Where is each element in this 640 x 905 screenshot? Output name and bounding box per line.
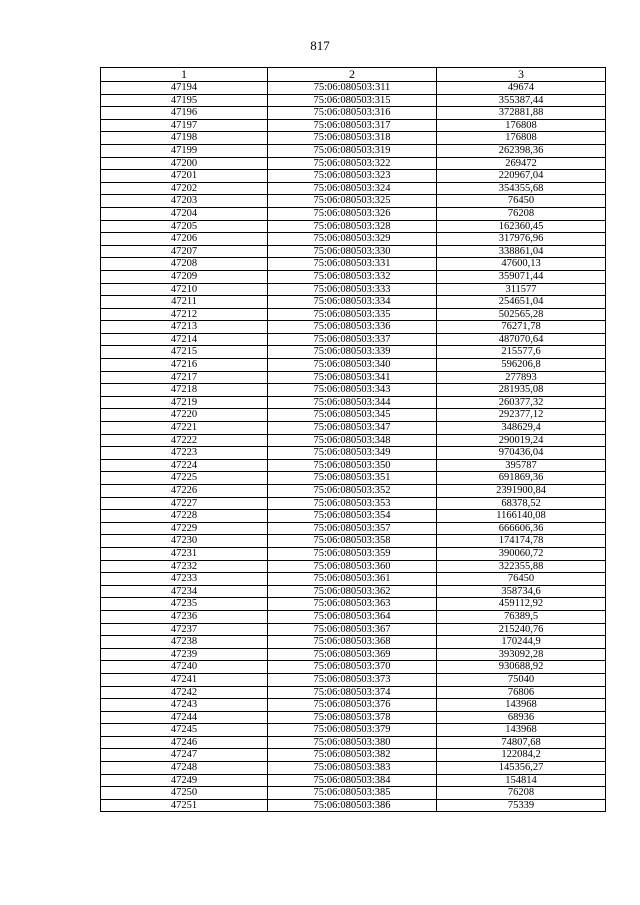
cadastral-number-cell: 75:06:080503:343	[268, 384, 437, 397]
value-cell: 174174,78	[437, 535, 606, 548]
value-cell: 215577,6	[437, 346, 606, 359]
value-cell: 322355,88	[437, 560, 606, 573]
cadastral-number-cell: 75:06:080503:358	[268, 535, 437, 548]
table-row	[101, 560, 606, 573]
table-row	[101, 308, 606, 321]
row-number-cell: 47214	[101, 333, 268, 346]
table-row	[101, 333, 606, 346]
row-number-cell: 47249	[101, 774, 268, 787]
cadastral-number-cell: 75:06:080503:316	[268, 107, 437, 120]
value-cell: 145356,27	[437, 762, 606, 775]
value-cell: 76208	[437, 787, 606, 800]
table-row	[101, 296, 606, 309]
cadastral-number-cell: 75:06:080503:378	[268, 711, 437, 724]
row-number-cell: 47213	[101, 321, 268, 334]
table-row	[101, 434, 606, 447]
cadastral-number-cell: 75:06:080503:384	[268, 774, 437, 787]
row-number-cell: 47240	[101, 661, 268, 674]
table-row	[101, 245, 606, 258]
table-row	[101, 686, 606, 699]
value-cell: 76450	[437, 195, 606, 208]
cadastral-number-cell: 75:06:080503:317	[268, 119, 437, 132]
cadastral-number-cell: 75:06:080503:349	[268, 447, 437, 460]
cadastral-number-cell: 75:06:080503:368	[268, 636, 437, 649]
value-cell: 393092,28	[437, 648, 606, 661]
table-row	[101, 736, 606, 749]
row-number-cell: 47205	[101, 220, 268, 233]
cadastral-number-cell: 75:06:080503:376	[268, 699, 437, 712]
column-header: 1	[101, 68, 268, 82]
data-table	[100, 67, 606, 812]
cadastral-number-cell: 75:06:080503:367	[268, 623, 437, 636]
cadastral-number-cell: 75:06:080503:331	[268, 258, 437, 271]
table-row	[101, 346, 606, 359]
table-row	[101, 661, 606, 674]
cadastral-number-cell: 75:06:080503:383	[268, 762, 437, 775]
column-header: 3	[437, 68, 606, 82]
cadastral-number-cell: 75:06:080503:382	[268, 749, 437, 762]
table-row	[101, 396, 606, 409]
value-cell: 395787	[437, 459, 606, 472]
value-cell: 215240,76	[437, 623, 606, 636]
value-cell: 76271,78	[437, 321, 606, 334]
value-cell: 372881,88	[437, 107, 606, 120]
row-number-cell: 47232	[101, 560, 268, 573]
table-row	[101, 485, 606, 498]
table-row	[101, 799, 606, 812]
value-cell: 75339	[437, 799, 606, 812]
row-number-cell: 47203	[101, 195, 268, 208]
cadastral-number-cell: 75:06:080503:322	[268, 157, 437, 170]
value-cell: 220967,04	[437, 170, 606, 183]
cadastral-number-cell: 75:06:080503:341	[268, 371, 437, 384]
value-cell: 76389,5	[437, 610, 606, 623]
table-row	[101, 636, 606, 649]
table-row	[101, 787, 606, 800]
row-number-cell: 47207	[101, 245, 268, 258]
value-cell: 162360,45	[437, 220, 606, 233]
table-row	[101, 157, 606, 170]
row-number-cell: 47245	[101, 724, 268, 737]
row-number-cell: 47243	[101, 699, 268, 712]
value-cell: 281935,08	[437, 384, 606, 397]
cadastral-number-cell: 75:06:080503:369	[268, 648, 437, 661]
table-row	[101, 233, 606, 246]
cadastral-number-cell: 75:06:080503:326	[268, 207, 437, 220]
row-number-cell: 47231	[101, 547, 268, 560]
cadastral-number-cell: 75:06:080503:323	[268, 170, 437, 183]
table-body	[101, 82, 606, 812]
value-cell: 354355,68	[437, 182, 606, 195]
cadastral-number-cell: 75:06:080503:328	[268, 220, 437, 233]
row-number-cell: 47199	[101, 144, 268, 157]
row-number-cell: 47194	[101, 82, 268, 95]
table-row	[101, 107, 606, 120]
value-cell: 74807,68	[437, 736, 606, 749]
value-cell: 317976,96	[437, 233, 606, 246]
row-number-cell: 47216	[101, 359, 268, 372]
row-number-cell: 47251	[101, 799, 268, 812]
row-number-cell: 47212	[101, 308, 268, 321]
value-cell: 76450	[437, 573, 606, 586]
row-number-cell: 47229	[101, 522, 268, 535]
row-number-cell: 47221	[101, 422, 268, 435]
row-number-cell: 47246	[101, 736, 268, 749]
table-row	[101, 132, 606, 145]
cadastral-number-cell: 75:06:080503:363	[268, 598, 437, 611]
cadastral-number-cell: 75:06:080503:385	[268, 787, 437, 800]
cadastral-number-cell: 75:06:080503:386	[268, 799, 437, 812]
cadastral-number-cell: 75:06:080503:334	[268, 296, 437, 309]
row-number-cell: 47228	[101, 510, 268, 523]
cadastral-number-cell: 75:06:080503:345	[268, 409, 437, 422]
table-row	[101, 94, 606, 107]
row-number-cell: 47217	[101, 371, 268, 384]
cadastral-number-cell: 75:06:080503:374	[268, 686, 437, 699]
table-row	[101, 447, 606, 460]
page-number: 817	[310, 38, 330, 53]
table-row	[101, 119, 606, 132]
cadastral-number-cell: 75:06:080503:359	[268, 547, 437, 560]
table-row	[101, 207, 606, 220]
table-row	[101, 724, 606, 737]
value-cell: 2391900,84	[437, 485, 606, 498]
value-cell: 47600,13	[437, 258, 606, 271]
row-number-cell: 47241	[101, 673, 268, 686]
cadastral-number-cell: 75:06:080503:361	[268, 573, 437, 586]
table-row	[101, 359, 606, 372]
value-cell: 49674	[437, 82, 606, 95]
table-row	[101, 711, 606, 724]
value-cell: 1166140,08	[437, 510, 606, 523]
table-header-row	[101, 68, 606, 82]
cadastral-number-cell: 75:06:080503:330	[268, 245, 437, 258]
cadastral-number-cell: 75:06:080503:319	[268, 144, 437, 157]
cadastral-number-cell: 75:06:080503:353	[268, 497, 437, 510]
table-row	[101, 82, 606, 95]
value-cell: 262398,36	[437, 144, 606, 157]
row-number-cell: 47226	[101, 485, 268, 498]
table-row	[101, 170, 606, 183]
table-row	[101, 321, 606, 334]
table-row	[101, 573, 606, 586]
table-row	[101, 283, 606, 296]
value-cell: 254651,04	[437, 296, 606, 309]
value-cell: 260377,32	[437, 396, 606, 409]
value-cell: 290019,24	[437, 434, 606, 447]
value-cell: 358734,6	[437, 585, 606, 598]
row-number-cell: 47239	[101, 648, 268, 661]
row-number-cell: 47219	[101, 396, 268, 409]
value-cell: 176808	[437, 119, 606, 132]
row-number-cell: 47204	[101, 207, 268, 220]
cadastral-number-cell: 75:06:080503:360	[268, 560, 437, 573]
table-row	[101, 422, 606, 435]
table-row	[101, 258, 606, 271]
value-cell: 970436,04	[437, 447, 606, 460]
table-row	[101, 472, 606, 485]
row-number-cell: 47202	[101, 182, 268, 195]
cadastral-number-cell: 75:06:080503:315	[268, 94, 437, 107]
value-cell: 596206,8	[437, 359, 606, 372]
cadastral-number-cell: 75:06:080503:318	[268, 132, 437, 145]
cadastral-number-cell: 75:06:080503:324	[268, 182, 437, 195]
value-cell: 143968	[437, 699, 606, 712]
table-row	[101, 535, 606, 548]
row-number-cell: 47218	[101, 384, 268, 397]
table-row	[101, 182, 606, 195]
table-row	[101, 585, 606, 598]
cadastral-number-cell: 75:06:080503:379	[268, 724, 437, 737]
table-row	[101, 220, 606, 233]
cadastral-number-cell: 75:06:080503:362	[268, 585, 437, 598]
table-row	[101, 384, 606, 397]
table-row	[101, 749, 606, 762]
cadastral-number-cell: 75:06:080503:311	[268, 82, 437, 95]
table-row	[101, 497, 606, 510]
value-cell: 311577	[437, 283, 606, 296]
row-number-cell: 47210	[101, 283, 268, 296]
value-cell: 154814	[437, 774, 606, 787]
row-number-cell: 47220	[101, 409, 268, 422]
value-cell: 75040	[437, 673, 606, 686]
table-row	[101, 409, 606, 422]
cadastral-number-cell: 75:06:080503:340	[268, 359, 437, 372]
row-number-cell: 47236	[101, 610, 268, 623]
value-cell: 390060,72	[437, 547, 606, 560]
cadastral-number-cell: 75:06:080503:325	[268, 195, 437, 208]
cadastral-number-cell: 75:06:080503:339	[268, 346, 437, 359]
value-cell: 143968	[437, 724, 606, 737]
value-cell: 76806	[437, 686, 606, 699]
table-row	[101, 610, 606, 623]
value-cell: 459112,92	[437, 598, 606, 611]
value-cell: 122084,2	[437, 749, 606, 762]
value-cell: 68378,52	[437, 497, 606, 510]
cadastral-number-cell: 75:06:080503:336	[268, 321, 437, 334]
value-cell: 176808	[437, 132, 606, 145]
row-number-cell: 47211	[101, 296, 268, 309]
cadastral-number-cell: 75:06:080503:344	[268, 396, 437, 409]
value-cell: 170244,9	[437, 636, 606, 649]
cadastral-number-cell: 75:06:080503:373	[268, 673, 437, 686]
row-number-cell: 47244	[101, 711, 268, 724]
table-row	[101, 762, 606, 775]
row-number-cell: 47197	[101, 119, 268, 132]
row-number-cell: 47215	[101, 346, 268, 359]
row-number-cell: 47201	[101, 170, 268, 183]
table-row	[101, 510, 606, 523]
row-number-cell: 47250	[101, 787, 268, 800]
cadastral-number-cell: 75:06:080503:337	[268, 333, 437, 346]
cadastral-number-cell: 75:06:080503:335	[268, 308, 437, 321]
row-number-cell: 47233	[101, 573, 268, 586]
row-number-cell: 47206	[101, 233, 268, 246]
row-number-cell: 47223	[101, 447, 268, 460]
table-row	[101, 648, 606, 661]
table-row	[101, 144, 606, 157]
cadastral-number-cell: 75:06:080503:380	[268, 736, 437, 749]
row-number-cell: 47248	[101, 762, 268, 775]
row-number-cell: 47230	[101, 535, 268, 548]
row-number-cell: 47247	[101, 749, 268, 762]
row-number-cell: 47195	[101, 94, 268, 107]
row-number-cell: 47196	[101, 107, 268, 120]
table-row	[101, 371, 606, 384]
cadastral-number-cell: 75:06:080503:352	[268, 485, 437, 498]
table-row	[101, 598, 606, 611]
value-cell: 502565,28	[437, 308, 606, 321]
row-number-cell: 47234	[101, 585, 268, 598]
row-number-cell: 47198	[101, 132, 268, 145]
table-row	[101, 699, 606, 712]
cadastral-number-cell: 75:06:080503:329	[268, 233, 437, 246]
cadastral-number-cell: 75:06:080503:351	[268, 472, 437, 485]
value-cell: 269472	[437, 157, 606, 170]
row-number-cell: 47200	[101, 157, 268, 170]
cadastral-number-cell: 75:06:080503:350	[268, 459, 437, 472]
row-number-cell: 47238	[101, 636, 268, 649]
row-number-cell: 47227	[101, 497, 268, 510]
value-cell: 348629,4	[437, 422, 606, 435]
value-cell: 68936	[437, 711, 606, 724]
cadastral-number-cell: 75:06:080503:357	[268, 522, 437, 535]
table-row	[101, 547, 606, 560]
cadastral-number-cell: 75:06:080503:332	[268, 270, 437, 283]
row-number-cell: 47208	[101, 258, 268, 271]
cadastral-number-cell: 75:06:080503:347	[268, 422, 437, 435]
table-row	[101, 195, 606, 208]
value-cell: 487070,64	[437, 333, 606, 346]
table-row	[101, 270, 606, 283]
cadastral-number-cell: 75:06:080503:333	[268, 283, 437, 296]
row-number-cell: 47242	[101, 686, 268, 699]
row-number-cell: 47235	[101, 598, 268, 611]
row-number-cell: 47224	[101, 459, 268, 472]
value-cell: 930688,92	[437, 661, 606, 674]
value-cell: 666606,36	[437, 522, 606, 535]
cadastral-number-cell: 75:06:080503:348	[268, 434, 437, 447]
cadastral-number-cell: 75:06:080503:364	[268, 610, 437, 623]
row-number-cell: 47209	[101, 270, 268, 283]
table-row	[101, 623, 606, 636]
value-cell: 355387,44	[437, 94, 606, 107]
cadastral-number-cell: 75:06:080503:354	[268, 510, 437, 523]
column-header: 2	[268, 68, 437, 82]
row-number-cell: 47222	[101, 434, 268, 447]
table-row	[101, 774, 606, 787]
value-cell: 338861,04	[437, 245, 606, 258]
row-number-cell: 47237	[101, 623, 268, 636]
row-number-cell: 47225	[101, 472, 268, 485]
table-row	[101, 673, 606, 686]
value-cell: 277893	[437, 371, 606, 384]
value-cell: 691869,36	[437, 472, 606, 485]
value-cell: 292377,12	[437, 409, 606, 422]
table-row	[101, 522, 606, 535]
cadastral-number-cell: 75:06:080503:370	[268, 661, 437, 674]
value-cell: 76208	[437, 207, 606, 220]
table-row	[101, 459, 606, 472]
value-cell: 359071,44	[437, 270, 606, 283]
